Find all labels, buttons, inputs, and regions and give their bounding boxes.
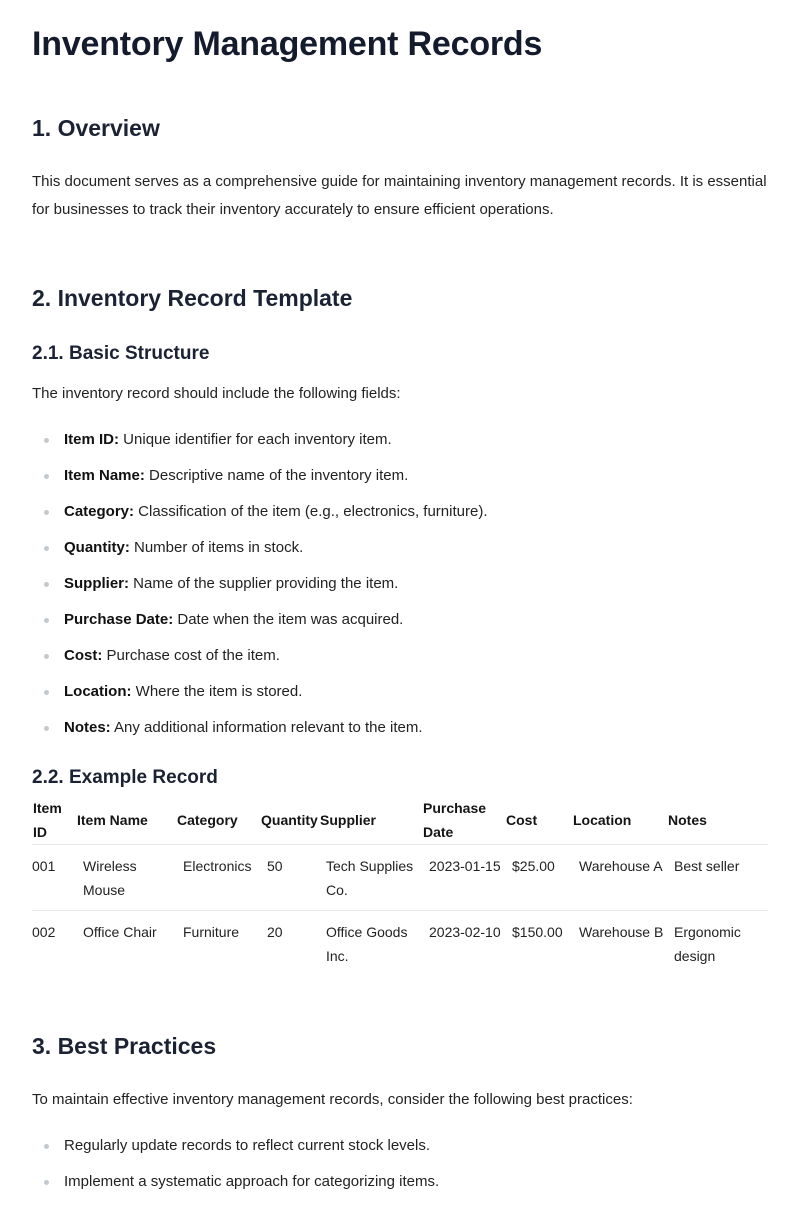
field-name: Cost: <box>64 647 103 664</box>
bullet-icon <box>44 726 49 731</box>
field-desc: Purchase cost of the item. <box>102 647 280 664</box>
best-practices-list <box>32 1134 768 1206</box>
overview-text: This document serves as a comprehensive guide for maintaining inventory management records. It is essential for businesses to track their inventory accurately to ensure efficient operations. <box>32 173 767 218</box>
cell-notes: Ergonomic design <box>674 924 741 964</box>
column-header: Item Name <box>76 796 176 845</box>
field-desc: Number of items in stock. <box>129 539 304 556</box>
column-header: Cost <box>505 796 572 845</box>
cell-quantity: 20 <box>267 924 283 940</box>
field-desc: Any additional information relevant to the item. <box>110 719 423 736</box>
bullet-icon <box>44 618 49 623</box>
column-header: Quantity <box>260 796 319 845</box>
field-desc: Where the item is stored. <box>131 683 303 700</box>
column-header: Location <box>572 796 667 845</box>
field-desc: Date when the item was acquired. <box>173 611 404 628</box>
template-heading: 2. Inventory Record Template <box>32 285 353 311</box>
list-item <box>32 644 768 680</box>
field-desc: Classification of the item (e.g., electronics, furniture). <box>134 503 488 520</box>
practice-text: Regularly update records to reflect current stock levels. <box>64 1137 430 1154</box>
cell-item-id: 002 <box>32 924 56 940</box>
bullet-icon <box>44 546 49 551</box>
column-header: Item ID <box>32 796 76 845</box>
cell-item-name: Office Chair <box>83 924 157 940</box>
list-item <box>32 716 768 752</box>
list-item <box>32 500 768 536</box>
bullet-icon <box>44 1180 49 1185</box>
field-list <box>32 428 768 752</box>
column-header: Purchase Date <box>422 796 505 845</box>
table-row <box>32 845 768 911</box>
bullet-icon <box>44 1144 49 1149</box>
field-desc: Descriptive name of the inventory item. <box>144 467 409 484</box>
cell-supplier: Office Goods Inc. <box>326 924 408 964</box>
cell-category: Electronics <box>176 845 260 911</box>
bullet-icon <box>44 654 49 659</box>
cell-cost: $150.00 <box>512 924 563 940</box>
overview-heading: 1. Overview <box>32 115 160 141</box>
best-practices-heading: 3. Best Practices <box>32 1033 217 1059</box>
table-header-row <box>32 796 768 845</box>
list-item <box>32 1134 768 1170</box>
field-desc: Name of the supplier providing the item. <box>129 575 399 592</box>
list-item <box>32 1170 768 1206</box>
practice-text: Implement a systematic approach for categorizing items. <box>64 1173 440 1190</box>
column-header: Category <box>176 796 260 845</box>
table-row <box>32 911 768 977</box>
field-name: Quantity: <box>64 539 130 556</box>
cell-supplier: Tech Supplies Co. <box>319 845 422 911</box>
list-item <box>32 536 768 572</box>
cell-quantity: 50 <box>260 845 319 911</box>
cell-location: Warehouse B <box>579 924 664 940</box>
field-desc: Unique identifier for each inventory item. <box>119 431 392 448</box>
field-name: Category: <box>64 503 135 520</box>
cell-purchase-date: 2023-01-15 <box>422 845 505 911</box>
list-item <box>32 464 768 500</box>
cell-location: Warehouse A <box>572 845 667 911</box>
column-header: Supplier <box>319 796 422 845</box>
best-practices-intro: To maintain effective inventory management records, consider the following best practices: <box>32 1091 633 1108</box>
field-name: Location: <box>64 683 132 700</box>
bullet-icon <box>44 438 49 443</box>
list-item <box>32 572 768 608</box>
list-item <box>32 428 768 464</box>
cell-item-id: 001 <box>32 845 76 911</box>
bullet-icon <box>44 510 49 515</box>
cell-purchase-date: 2023-02-10 <box>429 924 501 940</box>
cell-category: Furniture <box>183 924 240 940</box>
basic-structure-intro: The inventory record should include the following fields: <box>32 385 401 402</box>
field-name: Item Name: <box>64 467 145 484</box>
basic-structure-heading: 2.1. Basic Structure <box>32 343 210 364</box>
example-record-heading: 2.2. Example Record <box>32 767 218 788</box>
field-name: Purchase Date: <box>64 611 174 628</box>
bullet-icon <box>44 582 49 587</box>
page-title: Inventory Management Records <box>32 25 543 63</box>
field-name: Notes: <box>64 719 111 736</box>
column-header: Notes <box>667 796 768 845</box>
list-item <box>32 680 768 716</box>
field-name: Supplier: <box>64 575 130 592</box>
cell-item-name: Wireless Mouse <box>76 845 176 911</box>
bullet-icon <box>44 690 49 695</box>
cell-notes: Best seller <box>667 845 768 911</box>
example-record-table <box>32 796 768 976</box>
list-item <box>32 608 768 644</box>
bullet-icon <box>44 474 49 479</box>
cell-cost: $25.00 <box>505 845 572 911</box>
field-name: Item ID: <box>64 431 120 448</box>
